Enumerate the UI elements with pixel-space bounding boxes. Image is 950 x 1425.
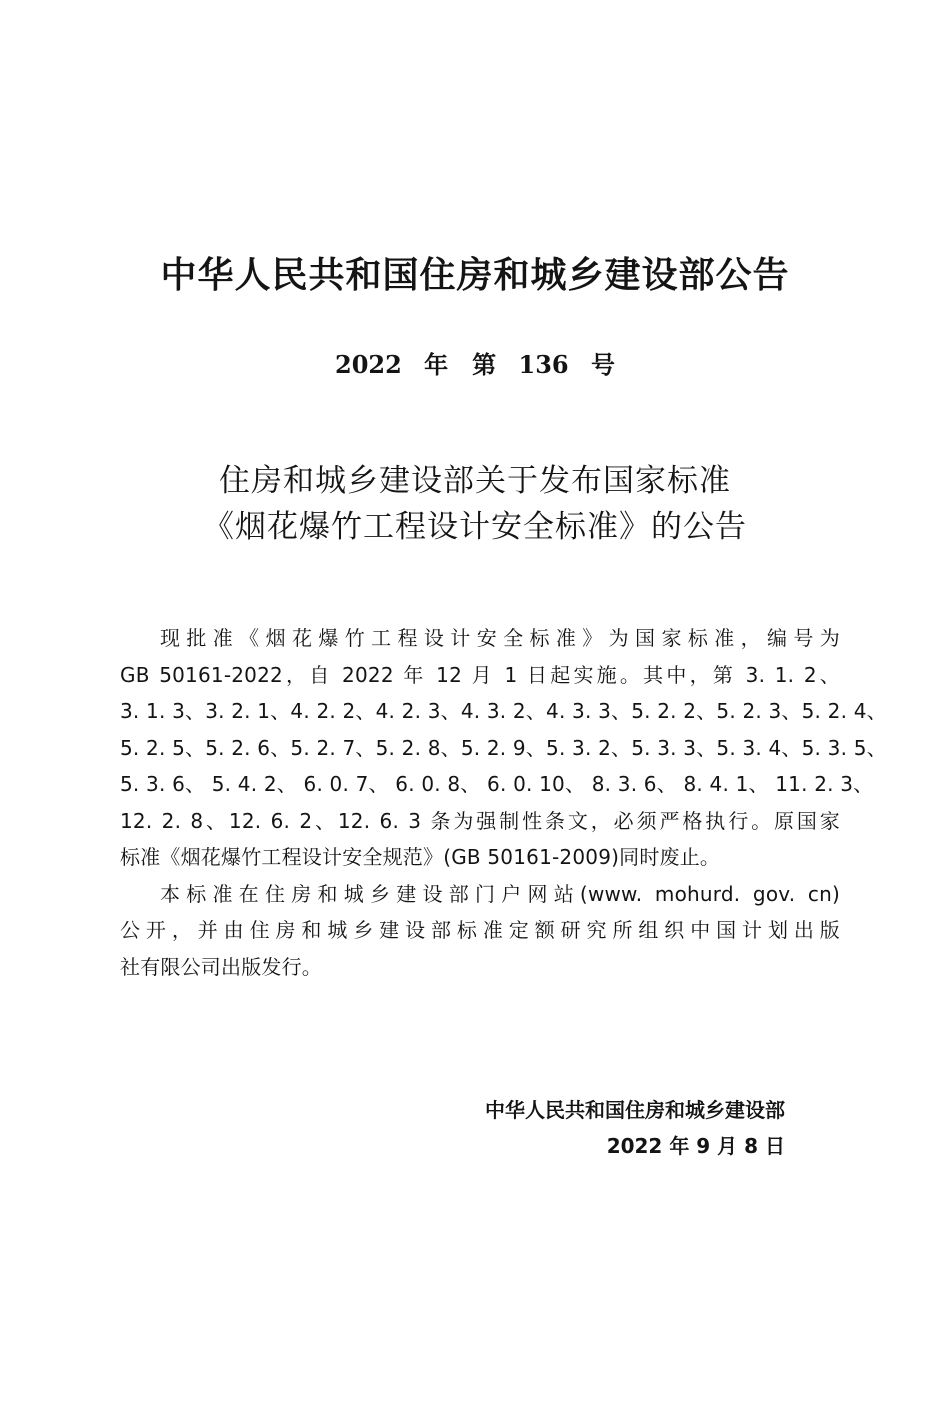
paragraph-approval bbox=[120, 620, 887, 876]
signature-issuer: 中华人民共和国住房和城乡建设部 bbox=[485, 1098, 785, 1122]
notice-title-line-1: 住房和城乡建设部关于发布国家标准 bbox=[219, 463, 731, 499]
body-line: 标准《烟花爆竹工程设计安全规范》(GB 50161-2009)同时废止。 bbox=[120, 845, 721, 869]
body-line: 本标准在住房和城乡建设部门户网站(www. mohurd. gov. cn) bbox=[160, 881, 840, 906]
body-line: 现批准《烟花爆竹工程设计安全标准》为国家标准，编号为 bbox=[160, 626, 840, 650]
body-line: 5. 3. 6、 5. 4. 2、 6. 0. 7、 6. 0. 8、 6. 0. 10、 8. 3. 6、 8. 4. 1、 11. 2. 3、 bbox=[120, 772, 874, 796]
announcement-issuer-title: 中华人民共和国住房和城乡建设部公告 bbox=[160, 255, 790, 296]
body-line: 公开，并由住房和城乡建设部标准定额研究所组织中国计划出版 bbox=[120, 918, 840, 942]
notice-body bbox=[120, 620, 887, 985]
body-line: 12. 2. 8、12. 6. 2、12. 6. 3 条为强制性条文，必须严格执行。原国家 bbox=[120, 808, 840, 833]
signature-date: 2022 年 9 月 8 日 bbox=[606, 1134, 785, 1158]
paragraph-publication bbox=[120, 876, 840, 986]
body-line: 5. 2. 5、5. 2. 6、5. 2. 7、5. 2. 8、5. 2. 9、5. 3. 2、5. 3. 3、5. 3. 4、5. 3. 5、 bbox=[120, 735, 887, 760]
signature-block bbox=[380, 1092, 785, 1164]
body-line: 3. 1. 3、3. 2. 1、4. 2. 2、4. 2. 3、4. 3. 2、4. 3. 3、5. 2. 2、5. 2. 3、5. 2. 4、 bbox=[120, 699, 887, 723]
body-line: 社有限公司出版发行。 bbox=[120, 954, 322, 979]
notice-title-line-2: 《烟花爆竹工程设计安全标准》的公告 bbox=[203, 509, 747, 545]
notice-title bbox=[0, 458, 950, 550]
announcement-number: 2022 年 第 136 号 bbox=[335, 350, 615, 379]
body-line: GB 50161-2022，自 2022 年 12 月 1 日起实施。其中，第 3. 1. 2、 bbox=[120, 662, 840, 687]
